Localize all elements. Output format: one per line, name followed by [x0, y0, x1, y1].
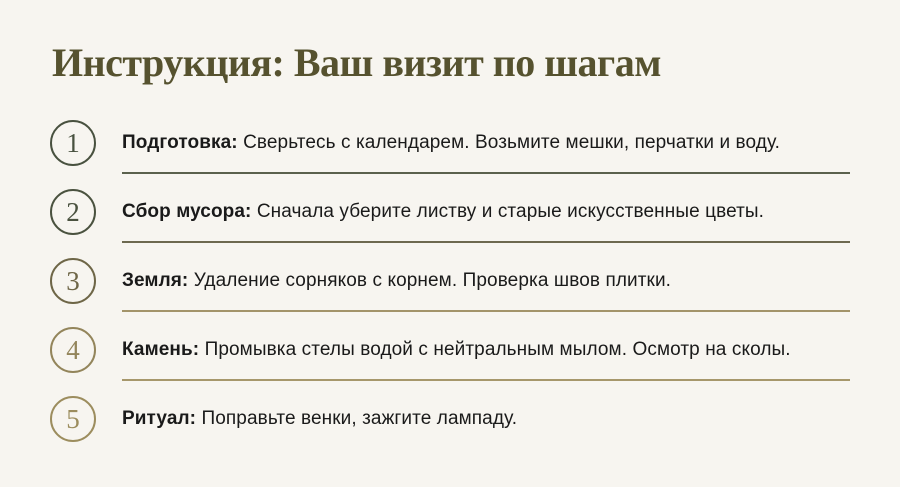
step-description: Удаление сорняков с корнем. Проверка швов плитки. — [193, 270, 672, 291]
step-number: 5 — [66, 403, 80, 434]
step-number-badge — [50, 327, 96, 373]
step-description: Поправьте венки, зажгите лампаду. — [201, 408, 518, 429]
step-text — [122, 408, 517, 430]
step-row — [50, 258, 850, 304]
step-item — [50, 396, 850, 442]
step-description: Сначала уберите листву и старые искусственные цветы. — [256, 201, 765, 222]
step-label: Камень: — [122, 339, 205, 360]
step-label: Ритуал: — [122, 408, 202, 429]
step-text — [122, 201, 764, 223]
steps-list — [50, 120, 850, 442]
step-text — [122, 339, 791, 361]
step-number: 2 — [66, 196, 80, 227]
step-row — [50, 120, 850, 166]
step-number: 1 — [66, 127, 80, 158]
step-description: Сверьтесь с календарем. Возьмите мешки, перчатки и воду. — [243, 132, 781, 153]
page-title: Инструкция: Ваш визит по шагам — [52, 40, 661, 85]
step-number: 4 — [66, 334, 80, 365]
step-divider — [122, 241, 850, 243]
step-number-badge — [50, 189, 96, 235]
step-number: 3 — [66, 265, 80, 296]
step-description: Промывка стелы водой с нейтральным мылом. Осмотр на сколы. — [204, 339, 791, 360]
step-divider — [122, 379, 850, 381]
step-number-badge — [50, 120, 96, 166]
step-number-badge — [50, 396, 96, 442]
step-divider — [122, 172, 850, 174]
step-label: Подготовка: — [122, 132, 244, 153]
step-row — [50, 189, 850, 235]
step-row — [50, 327, 850, 373]
step-row — [50, 396, 850, 442]
step-item — [50, 189, 850, 243]
step-label: Сбор мусора: — [122, 201, 257, 222]
step-text — [122, 132, 780, 154]
step-item — [50, 327, 850, 381]
step-item — [50, 120, 850, 174]
step-number-badge — [50, 258, 96, 304]
step-item — [50, 258, 850, 312]
step-text — [122, 270, 671, 292]
step-divider — [122, 310, 850, 312]
step-label: Земля: — [122, 270, 194, 291]
